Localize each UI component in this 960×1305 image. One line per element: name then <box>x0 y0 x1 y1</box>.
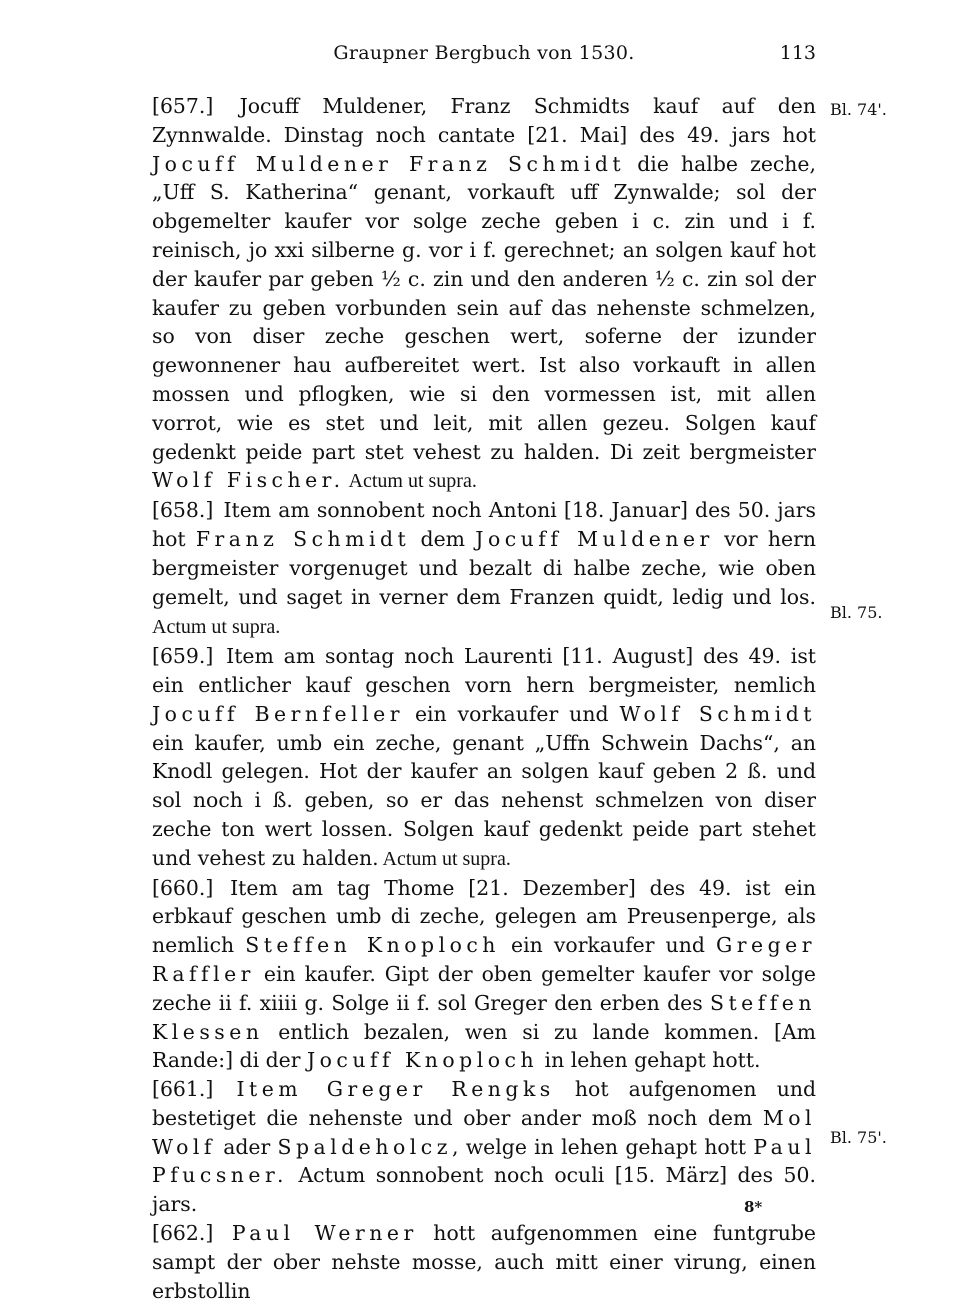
spaced-name: Steffen Knoploch <box>245 933 500 958</box>
page-number: 113 <box>779 42 816 64</box>
margin-note-folio: Bl. 75'. <box>830 1128 887 1147</box>
entry-text: ein vorkaufer und <box>499 933 716 958</box>
spaced-name: Mol Wolf <box>152 1105 816 1159</box>
entry-text: Item am tag Thome [21. Dezember] des 49. ist ein erbkauf geschen umb di zeche, gelegen am Preusenperge, als nemlich <box>152 875 816 958</box>
spaced-name: Paul Werner <box>231 1221 418 1246</box>
spaced-name: Wolf Schmidt <box>619 701 817 726</box>
entry-text: Item am sontag noch Laurenti [11. August] des 49. ist ein entlicher kauf geschen vorn hern bergmeister, nemlich <box>152 644 816 697</box>
latin-phrase: Actum ut supra. <box>152 616 281 639</box>
entry-text: ein kaufer. Gipt der oben gemelter kaufer vor solge zeche ii f. xiiii g. Solge ii f. sol Greger den erben des <box>152 961 816 1015</box>
entry-text: vor hern bergmeister vorgenuget und bezalt di halbe zeche, wie oben gemelt, und saget in verner dem Franzen quidt, ledig und los. <box>152 526 816 609</box>
running-title: Graupner Bergbuch von 1530. <box>333 42 635 64</box>
entry-660 <box>152 874 816 1076</box>
spaced-name: Jocuff Bernfeller <box>152 701 404 726</box>
entry-text: Item am sonnobent noch Antoni [18. Januar] des 50. jars hot <box>152 498 816 551</box>
spaced-name: Item Greger Rengks <box>236 1077 555 1102</box>
entry-number: [657.] <box>152 94 214 118</box>
spaced-name: Spaldeholcz <box>277 1134 452 1159</box>
entry-number: [659.] <box>152 644 214 669</box>
entry-number: [662.] <box>152 1221 214 1246</box>
entry-text: ein vorkaufer und <box>403 701 620 726</box>
entry-text: entlich bezalen, wen si zu lande kommen. [Am Rande:] di der <box>152 1019 816 1073</box>
spaced-name: Paul Pfucsner. <box>152 1134 816 1188</box>
spaced-name: Franz Schmidt <box>195 526 411 551</box>
spaced-name: Wolf Fischer. <box>152 468 345 493</box>
spaced-name: Steffen Klessen <box>152 990 816 1044</box>
entry-number: [660.] <box>152 875 214 900</box>
entry-text: , welge in lehen gehapt hott <box>451 1134 754 1159</box>
entry-text: dem <box>410 526 476 551</box>
entry-text: hot aufgenomen und bestetiget die nehenste und ober ander moß noch dem <box>152 1077 817 1130</box>
margin-note-folio: Bl. 75. <box>830 603 883 622</box>
entry-text: Actum sonnobent noch oculi [15. März] des 50. jars. <box>152 1163 816 1217</box>
entry-658 <box>152 496 816 642</box>
spaced-name: Greger Raffler <box>152 933 816 986</box>
latin-phrase: Actum ut supra. <box>344 470 477 493</box>
entry-text: die halbe zeche, „Uff S. Katherina“ genant, vorkauft uff Zynwalde; sol der obgemelter kaufer vor solge zeche geben i c. zin und i f. reinisch, jo xxi silberne g. vor i f. gerechnet; an solgen kauf hot der kaufer par geben ½ c. zin und den anderen ½ c. zin sol der kaufer zu geben vorbunden sein auf das nehenste schmelzen, so von diser zeche geschen wert, soferne der izunder gewonnener hau aufbereitet wert. Ist also vorkauft in allen mossen und pflogken, wie si den vormessen ist, mit allen vorrot, wie es stet und leit, mit allen gezeu. Solgen kauf gedenkt peide part stet vehest zu halden. Di zeit bergmeister <box>152 151 816 464</box>
signature-mark: 8* <box>744 1198 763 1216</box>
spaced-name: Jocuff Knoploch <box>306 1048 539 1073</box>
entry-text: Jocuff Muldener, Franz Schmidts kauf auf den Zynnwalde. Dinstag noch cantate [21. Mai] des 49. jars hot <box>152 94 816 147</box>
margin-note-folio: Bl. 74'. <box>830 100 887 119</box>
entry-659 <box>152 642 816 873</box>
entry-text: ader <box>215 1134 278 1159</box>
entry-number: [661.] <box>152 1077 214 1102</box>
spaced-name: Jocuff Muldener <box>475 526 714 551</box>
entry-661 <box>152 1075 816 1219</box>
page-header <box>152 42 816 72</box>
entry-number: [658.] <box>152 498 214 523</box>
latin-phrase: Actum ut supra. <box>378 847 511 870</box>
entry-662 <box>152 1219 816 1305</box>
entry-text: hott aufgenommen eine funtgrube sampt der ober nehste mosse, auch mitt einer virung, einen erbstollin <box>152 1221 816 1303</box>
entry-657 <box>152 92 816 496</box>
spaced-name: Jocuff Muldener Franz Schmidt <box>152 151 626 176</box>
entry-text: ein kaufer, umb ein zeche, genant „Uffn Schwein Dachs“, an Knodl gelegen. Hot der kaufer an solgen kauf geben 2 ß. und sol noch i ß. geben, so er das nehenst schmelzen von diser zeche ton wert lossen. Solgen kauf gedenkt peide part stehet und vehest zu halden. <box>152 730 816 870</box>
entry-text: in lehen gehapt hott. <box>538 1048 761 1073</box>
main-text <box>152 92 816 1305</box>
